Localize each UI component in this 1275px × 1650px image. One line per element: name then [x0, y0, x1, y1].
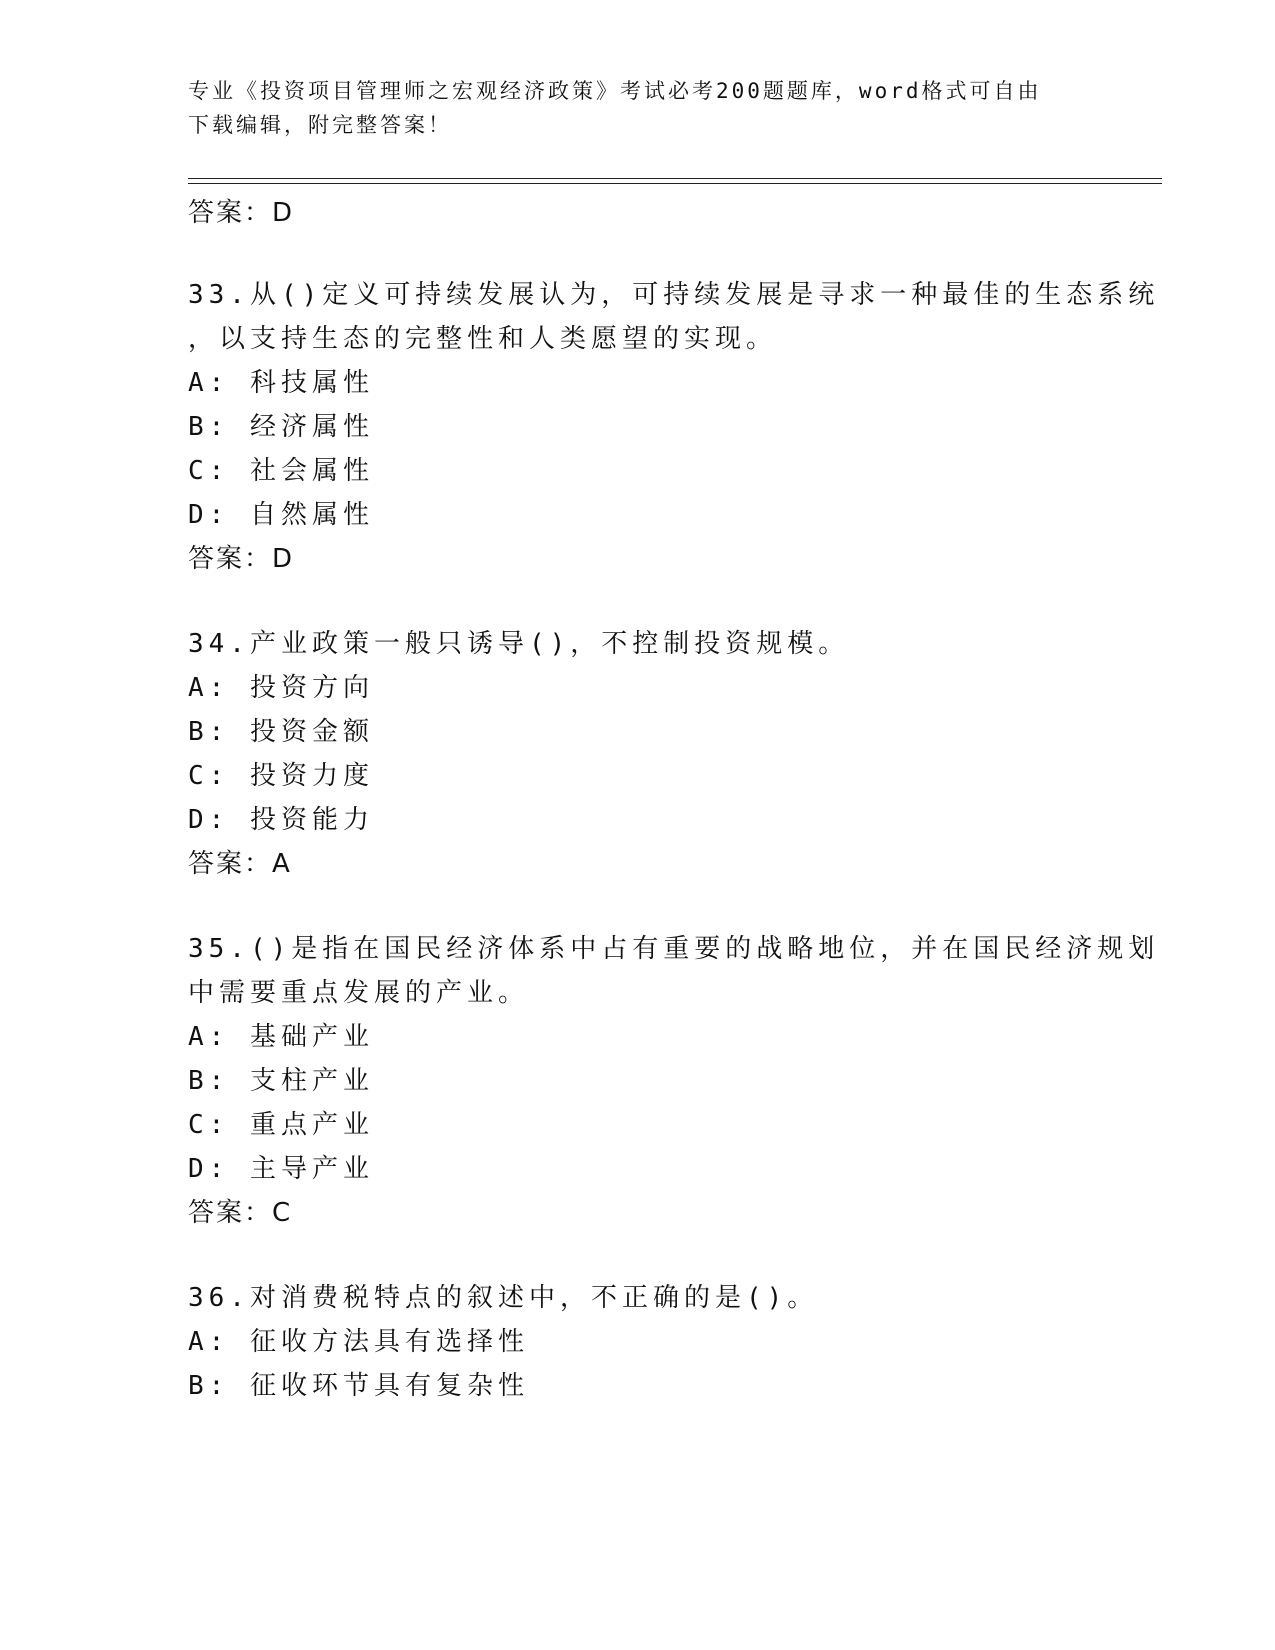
- q34-stem-line-1: 34.产业政策一般只诱导()，不控制投资规模。: [188, 629, 850, 659]
- document-header: [188, 74, 1088, 142]
- q35-answer: 答案：C: [188, 1198, 293, 1228]
- q33-answer: 答案：D: [188, 544, 295, 574]
- header-line-1: 专业《投资项目管理师之宏观经济政策》考试必考200题题库，word格式可自由: [188, 79, 1042, 103]
- q35-stem-line-1: 35.()是指在国民经济体系中占有重要的战略地位，并在国民经济规划: [188, 934, 1160, 964]
- q33-option-c: C: 社会属性: [188, 456, 374, 486]
- q35-stem-line-2: 中需要重点发展的产业。: [188, 978, 530, 1008]
- q35-option-c: C: 重点产业: [188, 1110, 374, 1140]
- q33-option-d: D: 自然属性: [188, 500, 374, 530]
- answer-prev: 答案：D: [188, 198, 295, 228]
- q33-stem-line-2: ，以支持生态的完整性和人类愿望的实现。: [188, 324, 778, 354]
- q33-stem-line-1: 33.从()定义可持续发展认为，可持续发展是寻求一种最佳的生态系统: [188, 280, 1160, 310]
- q34-option-a: A: 投资方向: [188, 673, 374, 703]
- q33-option-a: A: 科技属性: [188, 368, 374, 398]
- q34-answer: 答案：A: [188, 849, 292, 879]
- q33-option-b: B: 经济属性: [188, 412, 374, 442]
- q36-option-b: B: 征收环节具有复杂性: [188, 1371, 529, 1401]
- q35-option-a: A: 基础产业: [188, 1022, 374, 1052]
- q34-option-c: C: 投资力度: [188, 761, 374, 791]
- header-line-2: 下载编辑，附完整答案！: [188, 113, 452, 137]
- header-rule-bottom: [188, 183, 1162, 184]
- q34-option-d: D: 投资能力: [188, 805, 374, 835]
- q36-option-a: A: 征收方法具有选择性: [188, 1327, 529, 1357]
- q34-option-b: B: 投资金额: [188, 717, 374, 747]
- header-rule-top: [188, 178, 1162, 179]
- q35-option-d: D: 主导产业: [188, 1154, 374, 1184]
- q36-stem-line-1: 36.对消费税特点的叙述中，不正确的是()。: [188, 1283, 819, 1313]
- q35-option-b: B: 支柱产业: [188, 1066, 374, 1096]
